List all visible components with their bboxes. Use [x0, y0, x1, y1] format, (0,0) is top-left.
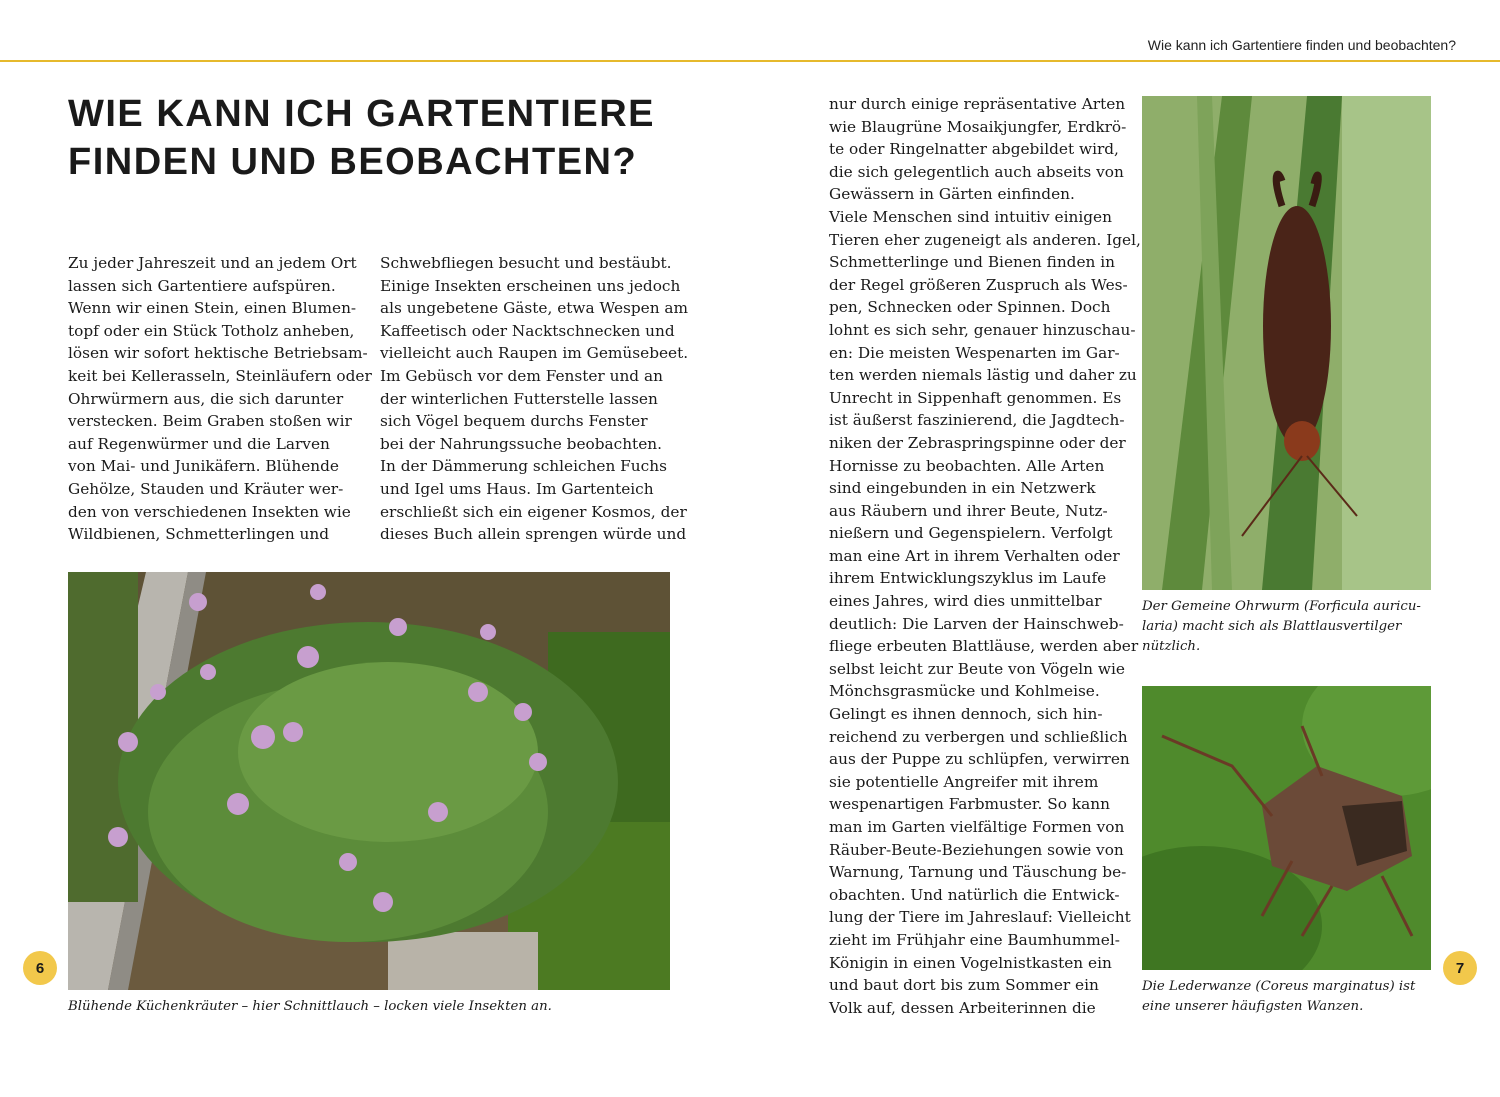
text-line: Gehölze, Stauden und Kräuter wer-: [68, 479, 344, 498]
text-line: topf oder ein Stück Totholz anheben,: [68, 321, 355, 340]
text-line: Mönchsgrasmücke und Kohlmeise.: [829, 682, 1100, 701]
text-column-1: [68, 252, 372, 546]
title-line-1: WIE KANN ICH GARTENTIERE: [68, 93, 655, 135]
text-line: sind eingebunden in ein Netzwerk: [829, 479, 1096, 498]
text-line: und Igel ums Haus. Im Gartenteich: [380, 479, 654, 498]
text-line: lohnt es sich sehr, genauer hinzuschau-: [829, 320, 1136, 339]
text-line: pen, Schnecken oder Spinnen. Doch: [829, 298, 1111, 317]
text-line: Räuber-Beute-Beziehungen sowie von: [829, 840, 1124, 859]
text-line: reichend zu verbergen und schließlich: [829, 727, 1128, 746]
text-line: Tieren eher zugeneigt als anderen. Igel,: [829, 230, 1141, 249]
text-line: Kaffeetisch oder Nacktschnecken und: [380, 321, 675, 340]
caption-line: Der Gemeine Ohrwurm (Forficula auricu-: [1142, 599, 1421, 614]
text-line: lassen sich Gartentiere aufspüren.: [68, 276, 336, 295]
text-line: man eine Art in ihrem Verhalten oder: [829, 546, 1120, 565]
caption-line: Die Lederwanze (Coreus marginatus) ist: [1142, 979, 1416, 994]
text-line: zieht im Frühjahr eine Baumhummel-: [829, 930, 1120, 949]
text-line: ist äußerst faszinierend, die Jagdtech-: [829, 411, 1125, 430]
chives-caption: [68, 997, 678, 1017]
text-line: der Regel größeren Zuspruch als Wes-: [829, 275, 1128, 294]
text-line: Schmetterlinge und Bienen finden in: [829, 253, 1115, 272]
text-line: In der Dämmerung schleichen Fuchs: [380, 457, 667, 476]
text-line: von Mai- und Junikäfern. Blühende: [68, 457, 339, 476]
text-line: Viele Menschen sind intuitiv einigen: [829, 207, 1112, 226]
title-line-2: FINDEN UND BEOBACHTEN?: [68, 141, 638, 183]
text-line: Volk auf, dessen Arbeiterinnen die: [829, 998, 1096, 1017]
text-line: Warnung, Tarnung und Täuschung be-: [829, 863, 1127, 882]
header-rule: [0, 60, 1500, 62]
leather-bug-caption: [1142, 977, 1442, 1017]
text-line: Zu jeder Jahreszeit und an jedem Ort: [68, 254, 357, 272]
page-number-left: 6: [23, 951, 57, 985]
text-line: als ungebetene Gäste, etwa Wespen am: [380, 299, 689, 318]
page-number-right: 7: [1443, 951, 1477, 985]
text-line: erschließt sich ein eigener Kosmos, der: [380, 502, 687, 521]
text-line: man im Garten vielfältige Formen von: [829, 818, 1125, 836]
text-line: Einige Insekten erscheinen uns jedoch: [380, 276, 681, 295]
text-line: Im Gebüsch vor dem Fenster und an: [380, 366, 663, 385]
chives-photo: [68, 572, 670, 990]
text-line: der winterlichen Futterstelle lassen: [380, 389, 658, 408]
text-line: lung der Tiere im Jahreslauf: Vielleicht: [829, 908, 1131, 927]
text-line: Wenn wir einen Stein, einen Blumen-: [68, 299, 357, 318]
text-line: Schwebfliegen besucht und bestäubt.: [380, 254, 672, 272]
text-line: keit bei Kellerasseln, Steinläufern oder: [68, 366, 372, 385]
text-line: deutlich: Die Larven der Hainschweb-: [829, 614, 1124, 633]
text-line: selbst leicht zur Beute von Vögeln wie: [829, 659, 1125, 678]
text-line: fliege erbeuten Blattläuse, werden aber: [829, 637, 1139, 656]
text-line: Unrecht in Sippenhaft genommen. Es: [829, 388, 1122, 407]
earwig-caption: [1142, 597, 1442, 657]
text-line: Gelingt es ihnen dennoch, sich hin-: [829, 705, 1103, 724]
caption-line: laria) macht sich als Blattlausvertilger: [1142, 619, 1402, 634]
text-line: eines Jahres, wird dies unmittelbar: [829, 592, 1102, 611]
earwig-photo: [1142, 96, 1431, 590]
text-line: verstecken. Beim Graben stoßen wir: [68, 412, 352, 431]
text-line: te oder Ringelnatter abgebildet wird,: [829, 140, 1119, 159]
text-line: bei der Nahrungssuche beobachten.: [380, 434, 662, 453]
text-line: sich Vögel bequem durchs Fenster: [380, 412, 648, 431]
text-line: nießern und Gegenspielern. Verfolgt: [829, 524, 1113, 543]
text-line: den von verschiedenen Insekten wie: [68, 502, 351, 521]
text-line: dieses Buch allein sprengen würde und: [380, 525, 687, 544]
text-line: sie potentielle Angreifer mit ihrem: [829, 772, 1099, 791]
text-line: Gewässern in Gärten einfinden.: [829, 185, 1075, 204]
text-line: aus der Puppe zu schlüpfen, verwirren: [829, 750, 1130, 769]
caption-line: eine unserer häufigsten Wanzen.: [1142, 999, 1364, 1014]
text-line: obachten. Und natürlich die Entwick-: [829, 885, 1120, 904]
text-line: auf Regenwürmer und die Larven: [68, 434, 330, 453]
text-line: Ohrwürmern aus, die sich darunter: [68, 389, 344, 408]
text-line: ihrem Entwicklungszyklus im Laufe: [829, 569, 1107, 588]
text-column-2: [380, 252, 689, 546]
text-line: niken der Zebraspringspinne oder der: [829, 433, 1126, 452]
text-line: vielleicht auch Raupen im Gemüsebeet.: [380, 344, 689, 363]
text-line: Wildbienen, Schmetterlingen und: [68, 525, 330, 544]
text-line: die sich gelegentlich auch abseits von: [829, 162, 1124, 181]
text-line: nur durch einige repräsentative Arten: [829, 95, 1126, 113]
text-line: und baut dort bis zum Sommer ein: [829, 976, 1099, 995]
text-line: lösen wir sofort hektische Betriebsam-: [68, 344, 368, 363]
text-line: aus Räubern und ihrer Beute, Nutz-: [829, 501, 1108, 520]
text-line: wie Blaugrüne Mosaikjungfer, Erdkrö-: [829, 117, 1127, 136]
page-title: [68, 90, 768, 186]
text-column-3: [829, 93, 1141, 1019]
running-head: Wie kann ich Gartentiere finden und beobachten?: [1147, 37, 1456, 53]
leather-bug-photo: [1142, 686, 1431, 970]
text-line: ten werden niemals lästig und daher zu: [829, 366, 1137, 385]
text-line: en: Die meisten Wespenarten im Gar-: [829, 343, 1120, 362]
text-line: wespenartigen Farbmuster. So kann: [829, 795, 1110, 814]
text-line: Königin in einen Vogelnistkasten ein: [829, 953, 1112, 972]
text-line: Hornisse zu beobachten. Alle Arten: [829, 456, 1105, 475]
caption-line: nützlich.: [1142, 639, 1201, 654]
caption-line: Blühende Küchenkräuter – hier Schnittlauch – locken viele Insekten an.: [68, 999, 552, 1014]
